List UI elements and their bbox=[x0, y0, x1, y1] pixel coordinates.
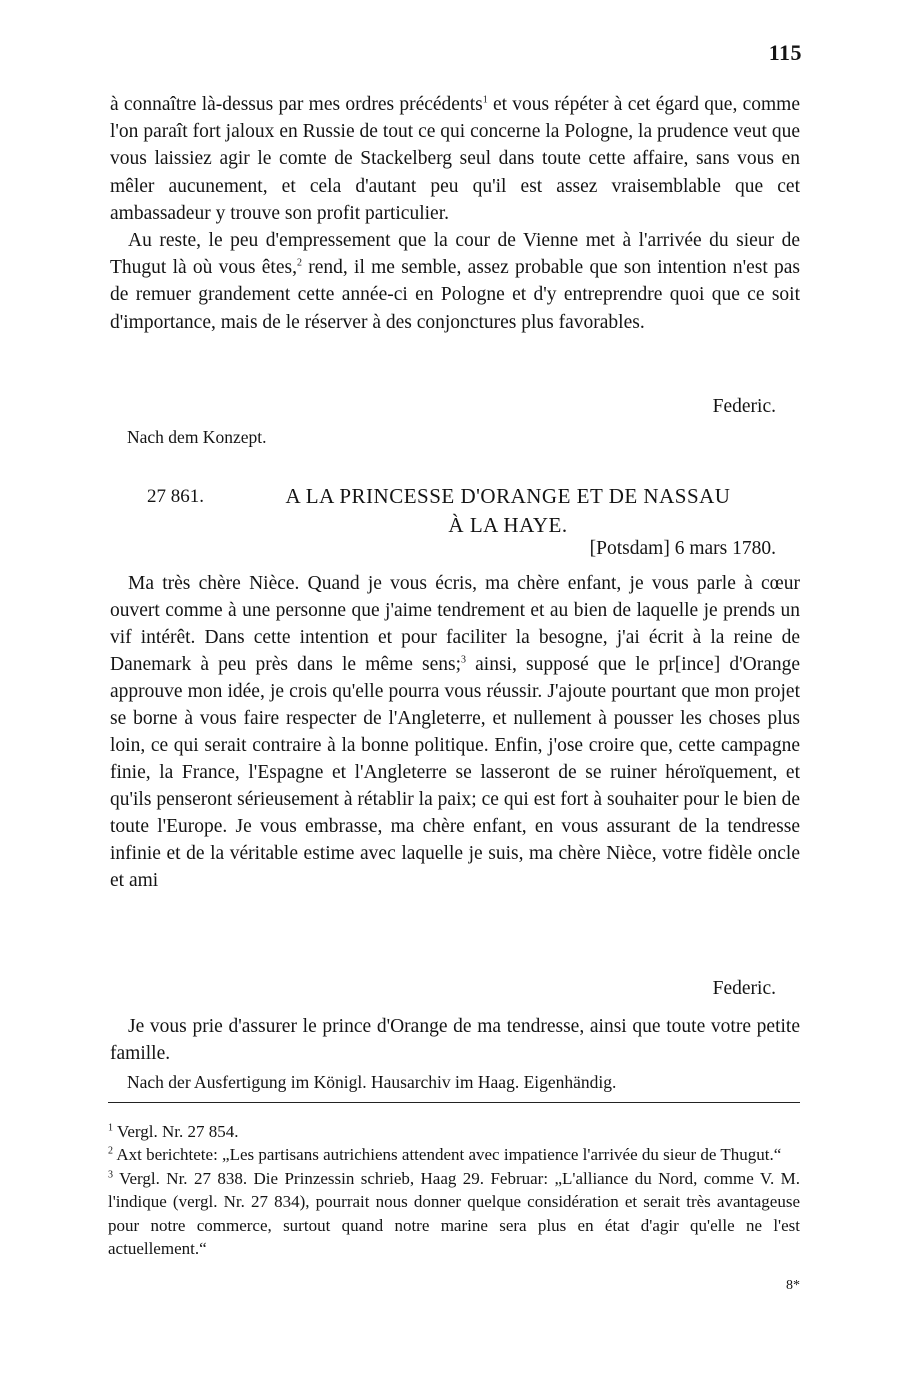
source-note: Nach dem Konzept. bbox=[127, 427, 267, 447]
paragraph: à connaître là-dessus par mes ordres précédents$^1$ et vous répéter à cet égard que, comme l'on paraît fort jaloux en Russie de tout ce qui concerne la Pologne, la prudence veut que vous laissiez agir le comte de Stackelberg seul dans toute cette affaire, sans vous en mêler aucunement, et cela d'autant peu qu'il est assez vraisemblable que cet ambassadeur y trouve son profit particulier. bbox=[110, 94, 800, 224]
page-number: 115 bbox=[768, 40, 802, 65]
footnote-divider bbox=[108, 1102, 800, 1103]
footnote-mark: 2 bbox=[108, 1145, 113, 1157]
footnote: $^1$ Vergl. Nr. 27 854. bbox=[108, 1122, 239, 1141]
footnote-mark: 3 bbox=[108, 1169, 113, 1181]
footnote-ref[interactable]: 1 bbox=[482, 94, 488, 106]
letter-body bbox=[110, 570, 800, 894]
letter-title bbox=[238, 482, 778, 540]
footnote-ref[interactable]: 3 bbox=[461, 654, 466, 666]
source-note: Nach der Ausfertigung im Königl. Hausarchiv im Haag. Eigenhändig. bbox=[127, 1072, 617, 1092]
letter-number: 27 861. bbox=[147, 486, 204, 507]
footnote-mark: 1 bbox=[108, 1122, 113, 1134]
signature: Federic. bbox=[712, 396, 776, 417]
footnote-ref[interactable]: 2 bbox=[296, 257, 302, 269]
footnote: $^3$ Vergl. Nr. 27 838. Die Prinzessin schrieb, Haag 29. Februar: „L'alliance du Nord, comme V. M. l'indique (vergl. Nr. 27 834), pourrait nous donner quelque considération et serait très avantageuse pour notre commerce, surtout quand notre marine sera plus en état d'agir qu'elle ne l'est actuellement.“ bbox=[108, 1168, 800, 1259]
paragraph: Au reste, le peu d'empressement que la cour de Vienne met à l'arrivée du sieur de Thugut là où vous êtes,$^2$ rend, il me semble, assez probable que son intention n'est pas de remuer grandement cette année-ci en Pologne et d'y entreprendre quoi que ce soit d'importance, mais de le réserver à des conjonctures plus favorables. bbox=[110, 230, 800, 333]
dateline: [Potsdam] 6 mars 1780. bbox=[589, 538, 776, 559]
footnote: $^2$ Axt berichtete: „Les partisans autrichiens attendent avec impatience l'arrivée du sieur de Thugut.“ bbox=[108, 1145, 782, 1165]
letter-continuation bbox=[110, 91, 800, 336]
paragraph: Ma très chère Nièce. Quand je vous écris, ma chère enfant, je vous parle à cœur ouvert comme à une personne que j'aime tendrement et au bien de laquelle je prends un vif intérêt. Dans cette intention et pour faciliter la besogne, j'ai écrit à la reine de Danemark à peu près dans le même sens;$^3$ ainsi, supposé que le pr[ince] d'Orange approuve mon idée, je crois qu'elle pourra vous réussir. J'ajoute pourtant que mon projet se borne à vous faire respecter de l'Angleterre, et nullement à pousser les choses plus loin, ce qui serait contraire à la bonne politique. Enfin, j'ose croire que, cette campagne finie, la France, l'Espagne et l'Angleterre se lasseront de se ruiner héroïquement, et qu'ils penseront sérieusement à rétablir la paix; ce qui est fort à souhaiter pour le bien de toute l'Europe. Je vous embrasse, ma chère enfant, en vous assurant de la tendresse infinie et de la véritable estime avec laquelle je suis, ma chère Nièce, votre fidèle oncle et ami bbox=[110, 573, 801, 891]
signature-mark: 8* bbox=[786, 1278, 800, 1293]
footnotes bbox=[108, 1120, 800, 1260]
letter-title-line: À LA HAYE. bbox=[448, 513, 568, 537]
paragraph: Je vous prie d'assurer le prince d'Orange de ma tendresse, ainsi que toute votre petite famille. bbox=[110, 1016, 800, 1064]
letter-title-line: A LA PRINCESSE D'ORANGE ET DE NASSAU bbox=[285, 484, 731, 508]
signature: Federic. bbox=[712, 978, 776, 999]
postscript bbox=[110, 1013, 800, 1067]
